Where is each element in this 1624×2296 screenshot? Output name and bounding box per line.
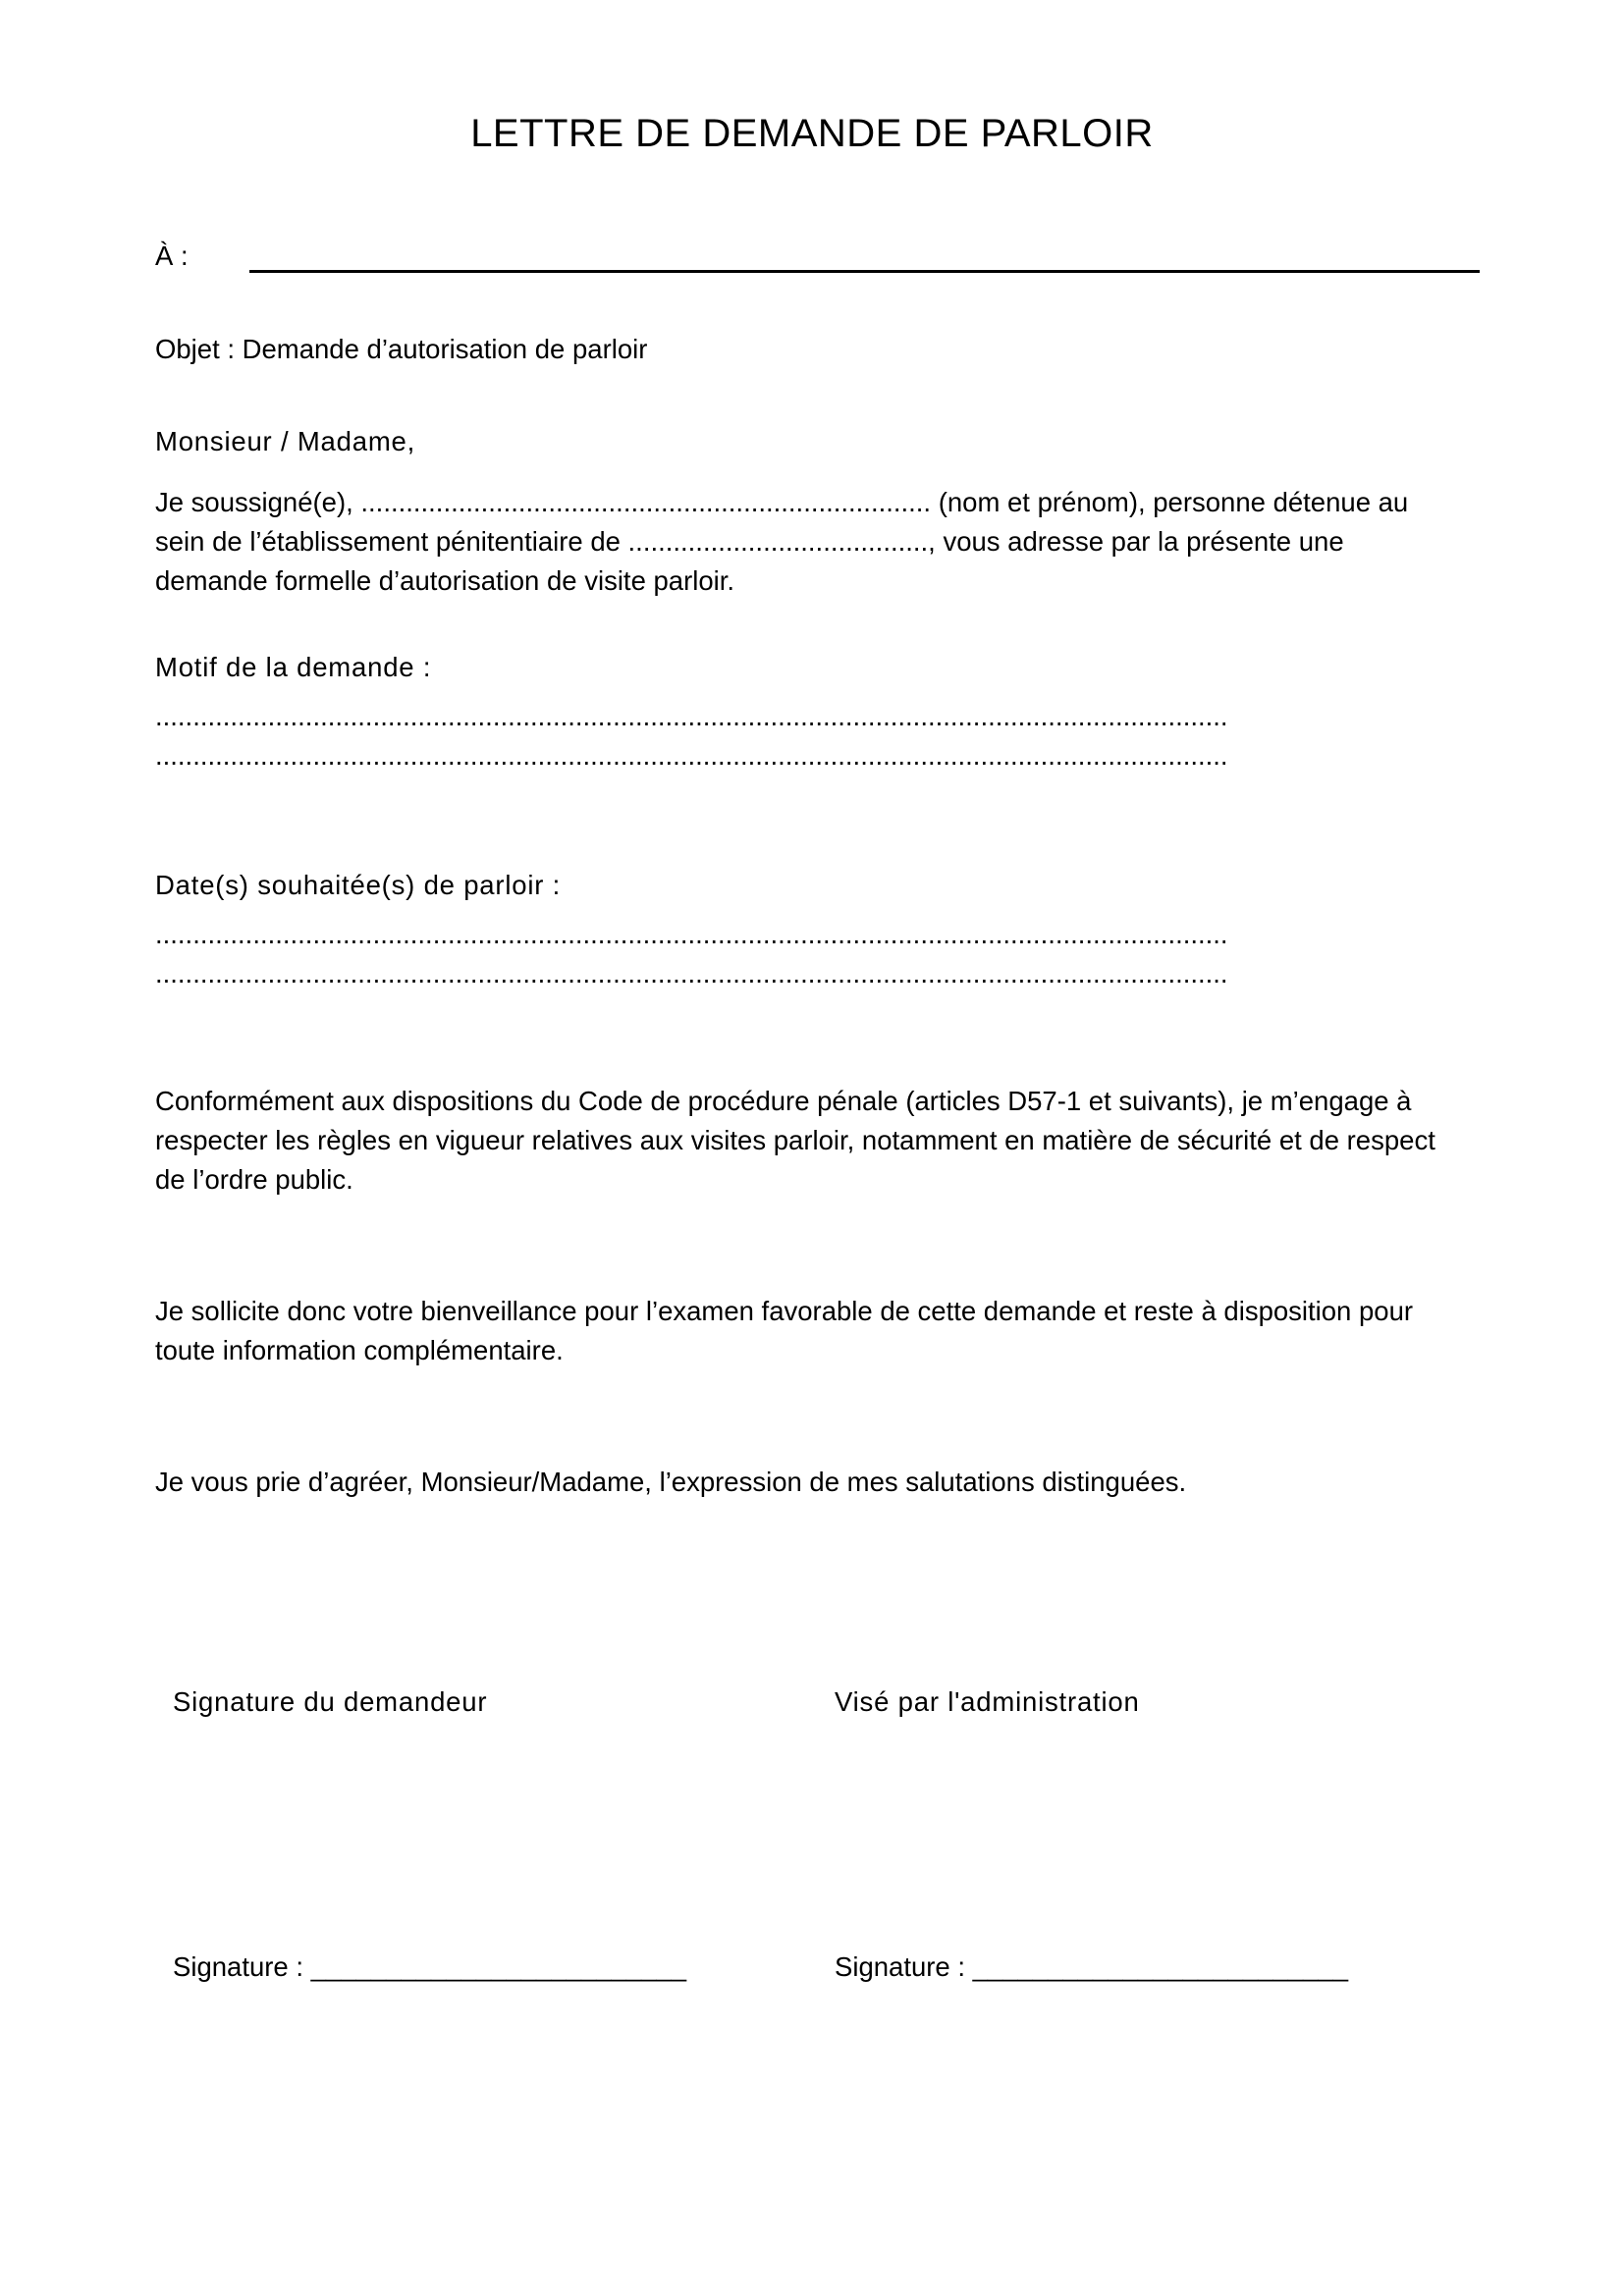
recipient-label: À :	[155, 240, 189, 271]
signature-administration-line[interactable]: Signature : _________________________	[835, 1951, 1348, 1982]
conformement-line-1: Conformément aux dispositions du Code de procédure pénale (articles D57-1 et suivants), je m’engage à	[155, 1086, 1412, 1116]
signature-demandeur-line[interactable]: Signature : _________________________	[173, 1951, 686, 1982]
sollicite-line-2: toute information complémentaire.	[155, 1335, 564, 1365]
conformement-line-2: respecter les règles en vigueur relatives aux visites parloir, notamment en matière de sécurité et de respect	[155, 1125, 1435, 1155]
salutation: Monsieur / Madame,	[155, 426, 416, 456]
intro-line-3: demande formelle d’autorisation de visite parloir.	[155, 565, 735, 596]
motif-dotted-line-2[interactable]: ...............................................................................................................................................	[155, 740, 1228, 771]
document-title: LETTRE DE DEMANDE DE PARLOIR	[470, 112, 1154, 155]
closing-formula: Je vous prie d’agréer, Monsieur/Madame, l’expression de mes salutations distinguées.	[155, 1467, 1187, 1497]
objet-line: Objet : Demande d’autorisation de parloir	[155, 334, 648, 364]
intro-line-2: sein de l’établissement pénitentiaire de ........................................, vous adresse par la présente une	[155, 526, 1344, 557]
dates-dotted-line-1[interactable]: ...............................................................................................................................................	[155, 919, 1228, 949]
vise-administration-heading: Visé par l'administration	[835, 1686, 1140, 1717]
signature-demandeur-heading: Signature du demandeur	[173, 1686, 488, 1717]
motif-dotted-line-1[interactable]: ...............................................................................................................................................	[155, 701, 1228, 731]
motif-label: Motif de la demande :	[155, 652, 432, 682]
conformement-line-3: de l’ordre public.	[155, 1164, 353, 1195]
dates-label: Date(s) souhaitée(s) de parloir :	[155, 870, 562, 900]
sollicite-line-1: Je sollicite donc votre bienveillance pour l’examen favorable de cette demande et reste à disposition pour	[155, 1296, 1414, 1326]
dates-dotted-line-2[interactable]: ...............................................................................................................................................	[155, 958, 1228, 988]
recipient-field-line[interactable]	[249, 270, 1480, 273]
intro-line-1: Je soussigné(e), ............................................................................ (nom et prénom), personne détenue au	[155, 487, 1409, 517]
